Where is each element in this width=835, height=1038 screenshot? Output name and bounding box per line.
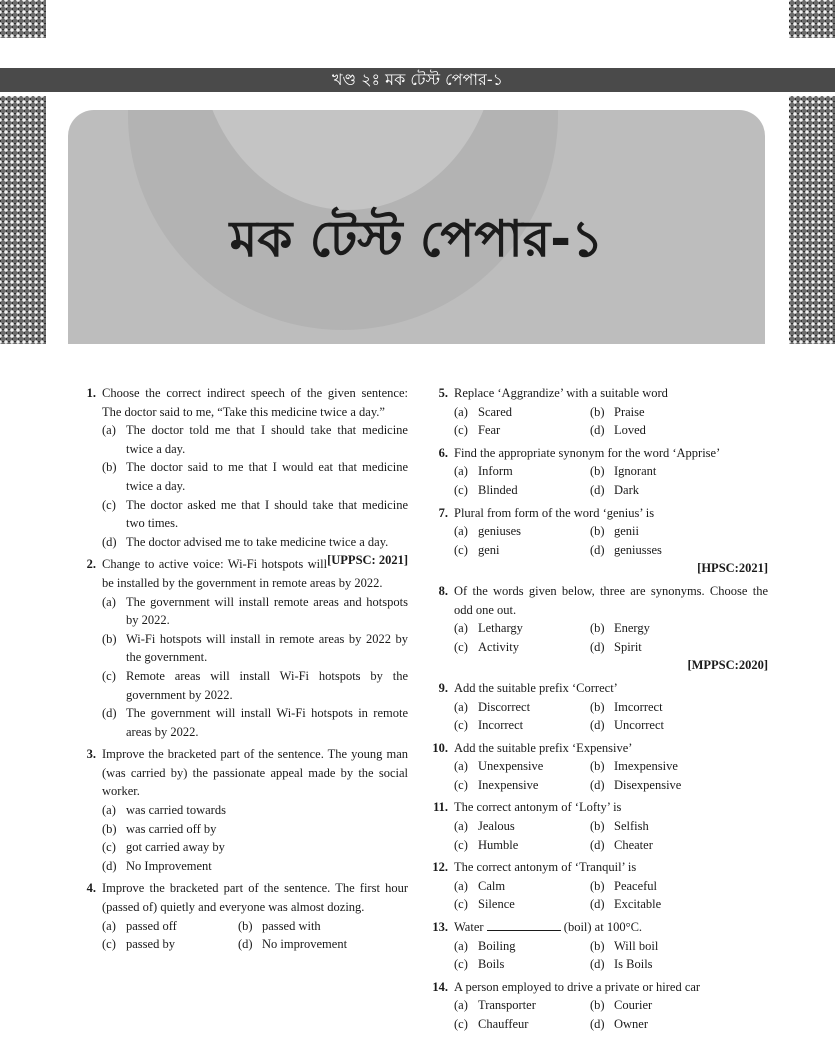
- options-grid: [454, 937, 768, 974]
- option-b: (b) passed with: [238, 918, 321, 933]
- option-d: (d) Spirit: [590, 639, 642, 654]
- question-number: 1.: [86, 386, 96, 400]
- option-d: (d) The government will install Wi-Fi hotspots in remote areas by 2022.: [102, 706, 408, 739]
- question-text: Find the appropriate synonym for the word ‘Apprise’: [454, 445, 721, 460]
- option-c: (c) Remote areas will install Wi-Fi hotspots by the government by 2022.: [102, 668, 408, 702]
- question-10: [432, 739, 768, 795]
- option-d: (d) No improvement: [238, 937, 348, 952]
- option-c: (c) Fear: [454, 423, 501, 438]
- option-b: (b) was carried off by: [102, 821, 217, 836]
- option-d: (d) Loved: [590, 423, 646, 438]
- question-5: [432, 384, 768, 440]
- question-8: [432, 582, 768, 675]
- section-header-bar: [0, 68, 835, 92]
- options-grid: [454, 996, 768, 1033]
- question-number: 12.: [432, 860, 448, 875]
- question-4: [80, 879, 408, 953]
- option-d: (d) Excitable: [590, 897, 662, 912]
- section-title: খণ্ড ২ঃ মক টেস্ট পেপার-১: [332, 70, 503, 89]
- option-c: (c) Silence: [454, 897, 515, 912]
- question-3: [80, 745, 408, 875]
- question-text: Change to active voice: Wi-Fi hotspots will be installed by the government in remote areas by 2022.: [102, 557, 383, 590]
- option-c: (c) got carried away by: [102, 840, 225, 855]
- option-a: (a) Calm: [454, 878, 506, 893]
- option-a: (a) Inform: [454, 464, 513, 479]
- option-a: (a) Lethargy: [454, 621, 523, 636]
- question-number: 2.: [86, 557, 96, 572]
- option-a: (a) Jealous: [454, 819, 515, 834]
- option-b: (b) Ignorant: [590, 464, 657, 479]
- option-d: (d) Owner: [590, 1017, 649, 1031]
- question-text: The correct antonym of ‘Lofty’ is: [454, 800, 622, 815]
- options-grid: [454, 619, 768, 656]
- option-c: (c) passed by: [102, 937, 175, 952]
- options-grid: [454, 403, 768, 440]
- question-number: 14.: [432, 979, 448, 994]
- question-number: 10.: [432, 740, 448, 755]
- question-number: 7.: [438, 505, 448, 520]
- question-text: Add the suitable prefix ‘Expensive’: [454, 740, 633, 755]
- question-13: [432, 918, 768, 974]
- option-b: (b) Peaceful: [590, 878, 658, 893]
- exam-source-tag: [MPPSC:2020]: [687, 658, 768, 673]
- question-text: Replace ‘Aggrandize’ with a suitable word: [454, 386, 668, 400]
- option-b: (b) Energy: [590, 621, 650, 636]
- question-text: Choose the correct indirect speech of the given sentence: The doctor said to me, “Take this medicine twice a day.”: [102, 386, 408, 419]
- option-c: (c) Humble: [454, 837, 519, 852]
- option-d: (d) Uncorrect: [590, 718, 664, 733]
- option-a: (a) geniuses: [454, 524, 522, 539]
- option-d: (d) Is Boils: [590, 957, 653, 972]
- option-d: (d) Cheater: [590, 837, 653, 852]
- question-text: Of the words given below, three are synonyms. Choose the odd one out.: [454, 583, 768, 617]
- question-11: [432, 798, 768, 854]
- option-d: (d) The doctor advised me to take medicine twice a day. [UPPSC: 2021]: [102, 533, 408, 552]
- question-number: 8.: [438, 583, 448, 598]
- option-b: (b) Imexpensive: [590, 759, 678, 774]
- option-d: (d) Dark: [590, 482, 639, 497]
- option-c: (c) Blinded: [454, 482, 518, 497]
- option-b: (b) Selfish: [590, 819, 649, 834]
- question-column-right: [432, 384, 768, 1038]
- option-b: (b) Will boil: [590, 938, 659, 953]
- option-d: (d) Disexpensive: [590, 777, 682, 792]
- option-a: (a) The government will install remote areas and hotspots by 2022.: [102, 594, 408, 628]
- title-banner: [68, 110, 765, 344]
- option-b: (b) Imcorrect: [590, 699, 663, 714]
- option-c: (c) Incorrect: [454, 718, 524, 733]
- question-number: 4.: [86, 881, 96, 896]
- exam-source-tag: [HPSC:2021]: [697, 561, 768, 576]
- question-text: Plural from form of the word ‘genius’ is: [454, 505, 655, 520]
- option-d: (d) No Improvement: [102, 858, 212, 873]
- question-7: [432, 504, 768, 578]
- option-c: (c) Chauffeur: [454, 1017, 529, 1031]
- options-grid: [102, 917, 408, 954]
- options-grid: [454, 757, 768, 794]
- options-grid: [454, 817, 768, 854]
- options-grid: [454, 522, 768, 559]
- option-b: (b) genii: [590, 524, 639, 539]
- option-d: (d) geniusses: [590, 542, 662, 557]
- question-1: [80, 384, 408, 568]
- option-c: (c) Boils: [454, 957, 505, 972]
- option-c: (c) Inexpensive: [454, 777, 539, 792]
- option-b: (b) Wi-Fi hotspots will install in remote areas by 2022 by the government.: [102, 631, 408, 665]
- fill-in-blank: [487, 918, 561, 931]
- question-9: [432, 679, 768, 735]
- option-c: (c) Activity: [454, 639, 519, 654]
- options-grid: [454, 698, 768, 735]
- question-number: 6.: [438, 445, 448, 460]
- option-a: (a) Transporter: [454, 998, 536, 1013]
- question-number: 3.: [86, 747, 96, 762]
- question-2: [80, 555, 408, 741]
- question-6: [432, 444, 768, 500]
- question-text: The correct antonym of ‘Tranquil’ is: [454, 860, 637, 875]
- options-grid: [454, 877, 768, 914]
- option-a: (a) Boiling: [454, 938, 516, 953]
- question-text: A person employed to drive a private or hired car: [454, 979, 701, 994]
- option-b: (b) The doctor said to me that I would eat that medicine twice a day.: [102, 460, 408, 493]
- question-column-left: [80, 384, 408, 958]
- option-a: (a) Unexpensive: [454, 759, 544, 774]
- question-text: Improve the bracketed part of the sentence. The young man (was carried by) the passionate appeal made by the social worker.: [102, 747, 408, 799]
- exam-source-tag: [UPPSC: 2021]: [327, 553, 408, 568]
- question-number: 13.: [432, 920, 448, 935]
- option-b: (b) Praise: [590, 404, 645, 419]
- question-number: 9.: [438, 680, 448, 695]
- question-number: 5.: [438, 386, 448, 400]
- option-a: (a) Discorrect: [454, 699, 531, 714]
- question-14: [432, 978, 768, 1034]
- option-a: (a) The doctor told me that I should take that medicine twice a day.: [102, 423, 408, 456]
- option-b: (b) Courier: [590, 998, 653, 1013]
- question-text: Water (boil) at 100°C.: [454, 920, 643, 935]
- question-number: 11.: [433, 800, 448, 815]
- question-text: Add the suitable prefix ‘Correct’: [454, 680, 618, 695]
- question-text: Improve the bracketed part of the sentence. The first hour (passed of) quietly and everyone was almost dozing.: [102, 881, 408, 915]
- page-title: মক টেস্ট পেপার-১: [229, 210, 604, 268]
- option-c: (c) geni: [454, 542, 500, 557]
- option-a: (a) Scared: [454, 404, 513, 419]
- option-a: (a) was carried towards: [102, 803, 226, 818]
- option-a: (a) passed off: [102, 918, 177, 933]
- question-12: [432, 858, 768, 914]
- options-grid: [454, 462, 768, 499]
- option-c: (c) The doctor asked me that I should take that medicine two times.: [102, 497, 408, 531]
